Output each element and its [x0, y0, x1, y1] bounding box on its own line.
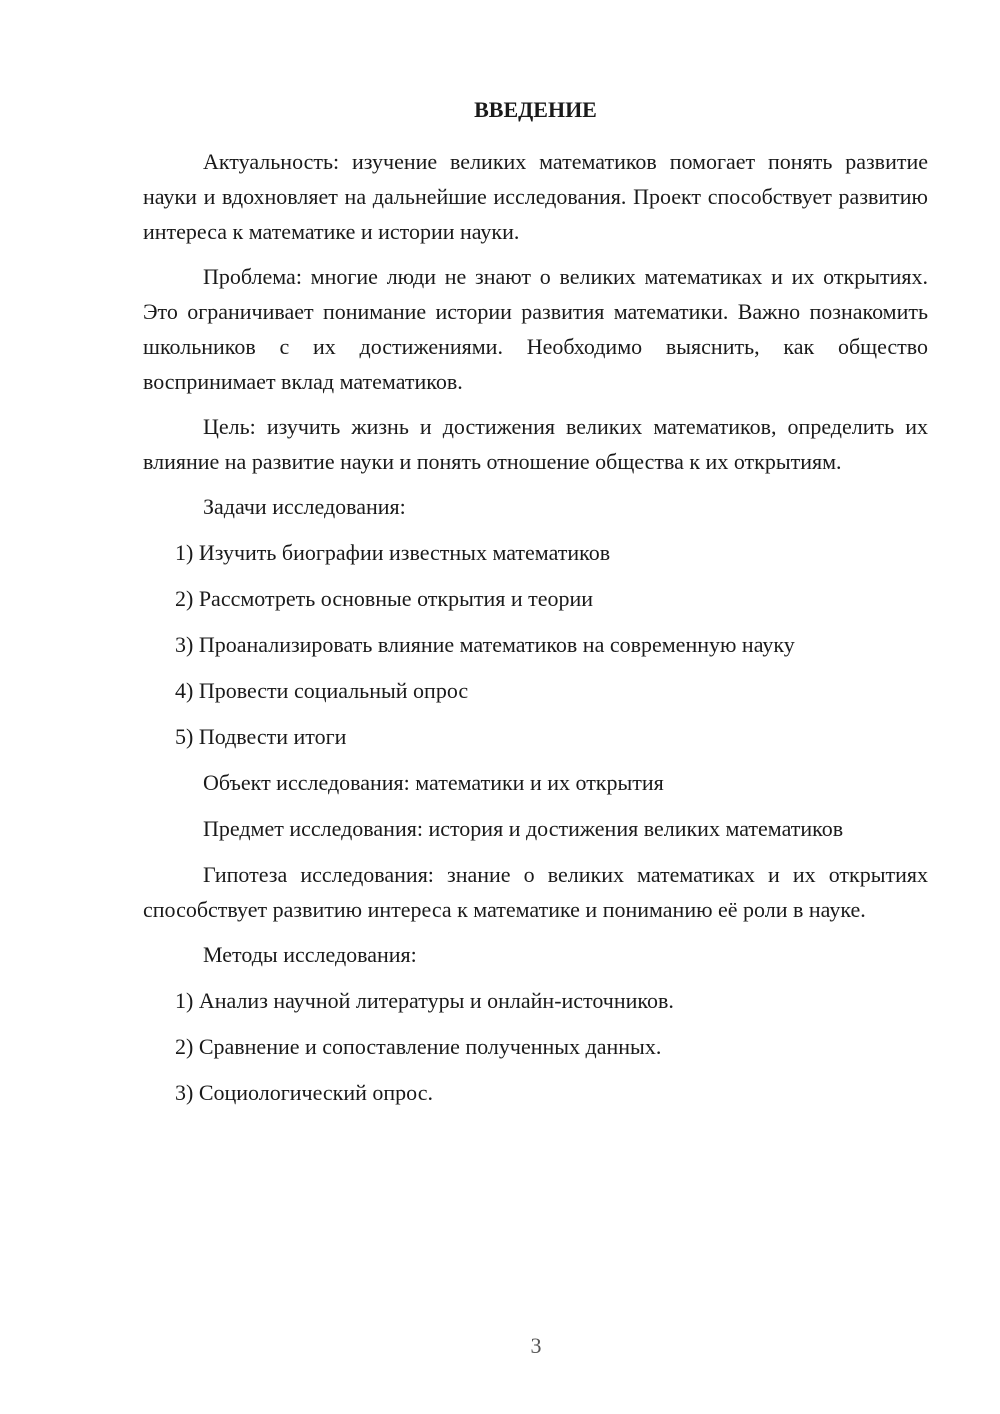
problem-paragraph: Проблема: многие люди не знают о великих математиках и их открытиях. Это ограничивает понимание истории развития математики. Важно познакомить школьников с их достижениями. Необходимо выяснить, как общество воспринимает вклад математиков.	[143, 264, 928, 394]
document-page	[143, 95, 928, 1121]
task-item: 2) Рассмотреть основные открытия и теории	[175, 586, 594, 611]
hypothesis-paragraph: Гипотеза исследования: знание о великих математиках и их открытиях способствует развитию интереса к математике и пониманию её роли в науке.	[143, 862, 928, 922]
object-line: Объект исследования: математики и их открытия	[203, 770, 664, 795]
method-item: 2) Сравнение и сопоставление полученных данных.	[175, 1034, 662, 1059]
method-item: 3) Социологический опрос.	[175, 1080, 433, 1105]
page-title: ВВЕДЕНИЕ	[474, 97, 597, 122]
page-number: 3	[530, 1333, 542, 1358]
task-item: 5) Подвести итоги	[175, 724, 347, 749]
task-item: 1) Изучить биографии известных математиков	[175, 540, 611, 565]
task-item: 4) Провести социальный опрос	[175, 678, 469, 703]
method-item: 1) Анализ научной литературы и онлайн-источников.	[175, 988, 674, 1013]
relevance-paragraph: Актуальность: изучение великих математиков помогает понять развитие науки и вдохновляет на дальнейшие исследования. Проект способствует развитию интереса к математике и истории науки.	[143, 149, 928, 244]
goal-paragraph: Цель: изучить жизнь и достижения великих математиков, определить их влияние на развитие науки и понять отношение общества к их открытиям.	[143, 414, 928, 474]
methods-heading: Методы исследования:	[203, 942, 417, 967]
task-item: 3) Проанализировать влияние математиков на современную науку	[175, 632, 795, 657]
subject-line: Предмет исследования: история и достижения великих математиков	[203, 816, 844, 841]
tasks-heading: Задачи исследования:	[203, 494, 406, 519]
